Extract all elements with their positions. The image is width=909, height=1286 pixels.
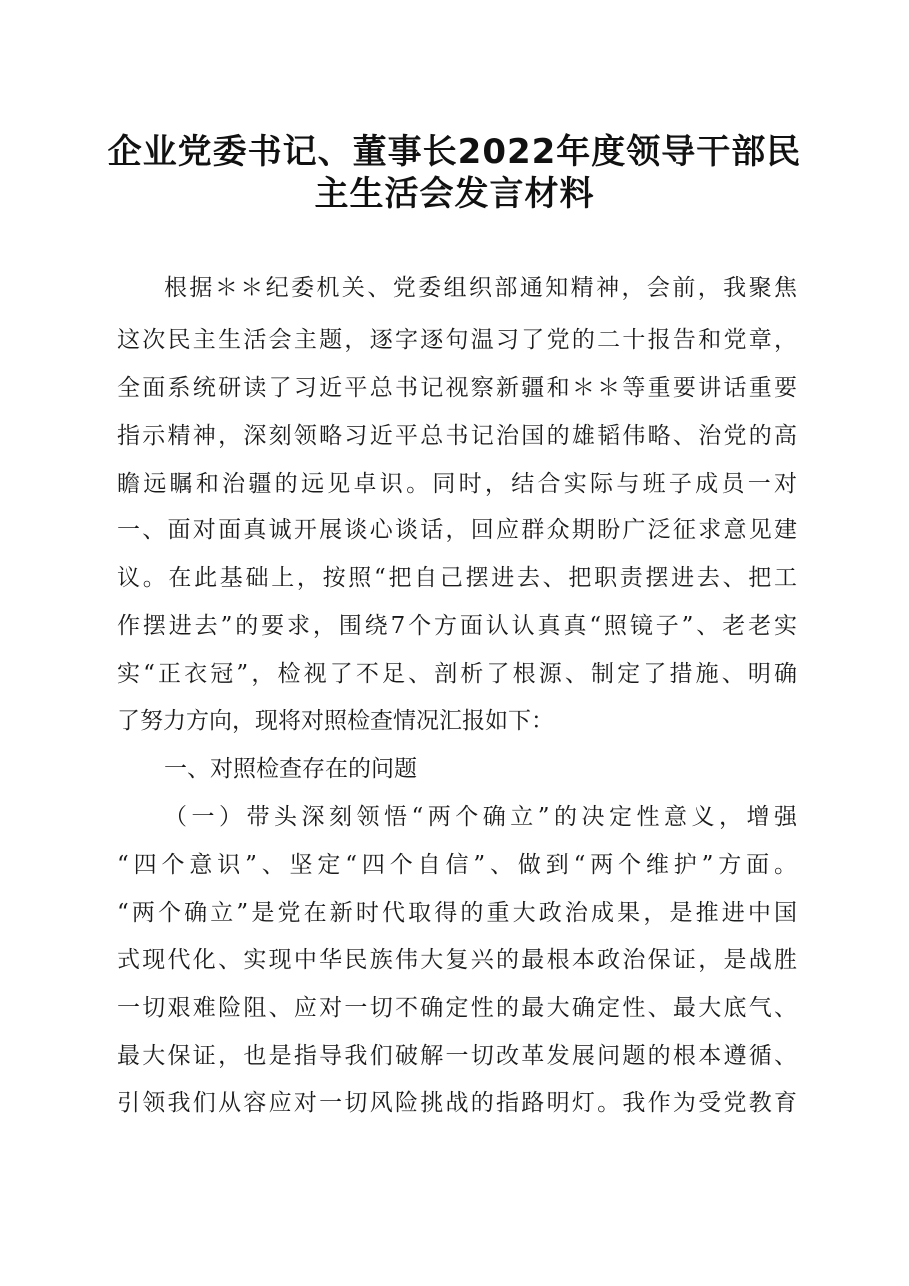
section-heading: 一、对照检查存在的问题 <box>164 756 417 782</box>
document-title-line-1: 企业党委书记、董事长2022年度领导干部民 <box>107 132 802 172</box>
paragraph-line: （一）带头深刻领悟“两个确立”的决定性意义，增强 <box>164 804 797 830</box>
document-title-line-2: 主生活会发言材料 <box>314 174 595 214</box>
paragraph-line: 最大保证，也是指导我们破解一切改革发展问题的根本遵循、 <box>117 1043 797 1069</box>
paragraph-line: 作摆进去”的要求，围绕7个方面认认真真“照镜子”、老老实 <box>117 613 797 639</box>
paragraph-line: 了努力方向，现将对照检查情况汇报如下： <box>117 708 554 734</box>
paragraph-line: 引领我们从容应对一切风险挑战的指路明灯。我作为受党教育 <box>117 1090 797 1116</box>
paragraph-line: “两个确立”是党在新时代取得的重大政治成果，是推进中国 <box>117 900 797 926</box>
paragraph-line: 指示精神，深刻领略习近平总书记治国的雄韬伟略、治党的高 <box>117 423 797 449</box>
paragraph-line: 瞻远瞩和治疆的远见卓识。同时，结合实际与班子成员一对 <box>117 471 797 497</box>
paragraph-line: “四个意识”、坚定“四个自信”、做到“两个维护”方面。 <box>117 852 797 878</box>
paragraph-line: 议。在此基础上，按照“把自己摆进去、把职责摆进去、把工 <box>117 565 797 591</box>
paragraph-line: 一切艰难险阻、应对一切不确定性的最大确定性、最大底气、 <box>117 995 797 1021</box>
paragraph-line: 根据＊＊纪委机关、党委组织部通知精神，会前，我聚焦 <box>164 275 797 301</box>
paragraph-line: 这次民主生活会主题，逐字逐句温习了党的二十报告和党章， <box>117 327 797 353</box>
paragraph-line: 实“正衣冠”，检视了不足、剖析了根源、制定了措施、明确 <box>117 661 797 687</box>
paragraph-line: 式现代化、实现中华民族伟大复兴的最根本政治保证，是战胜 <box>117 947 797 973</box>
paragraph-line: 一、面对面真诚开展谈心谈话，回应群众期盼广泛征求意见建 <box>117 517 797 543</box>
paragraph-line: 全面系统研读了习近平总书记视察新疆和＊＊等重要讲话重要 <box>117 375 797 401</box>
